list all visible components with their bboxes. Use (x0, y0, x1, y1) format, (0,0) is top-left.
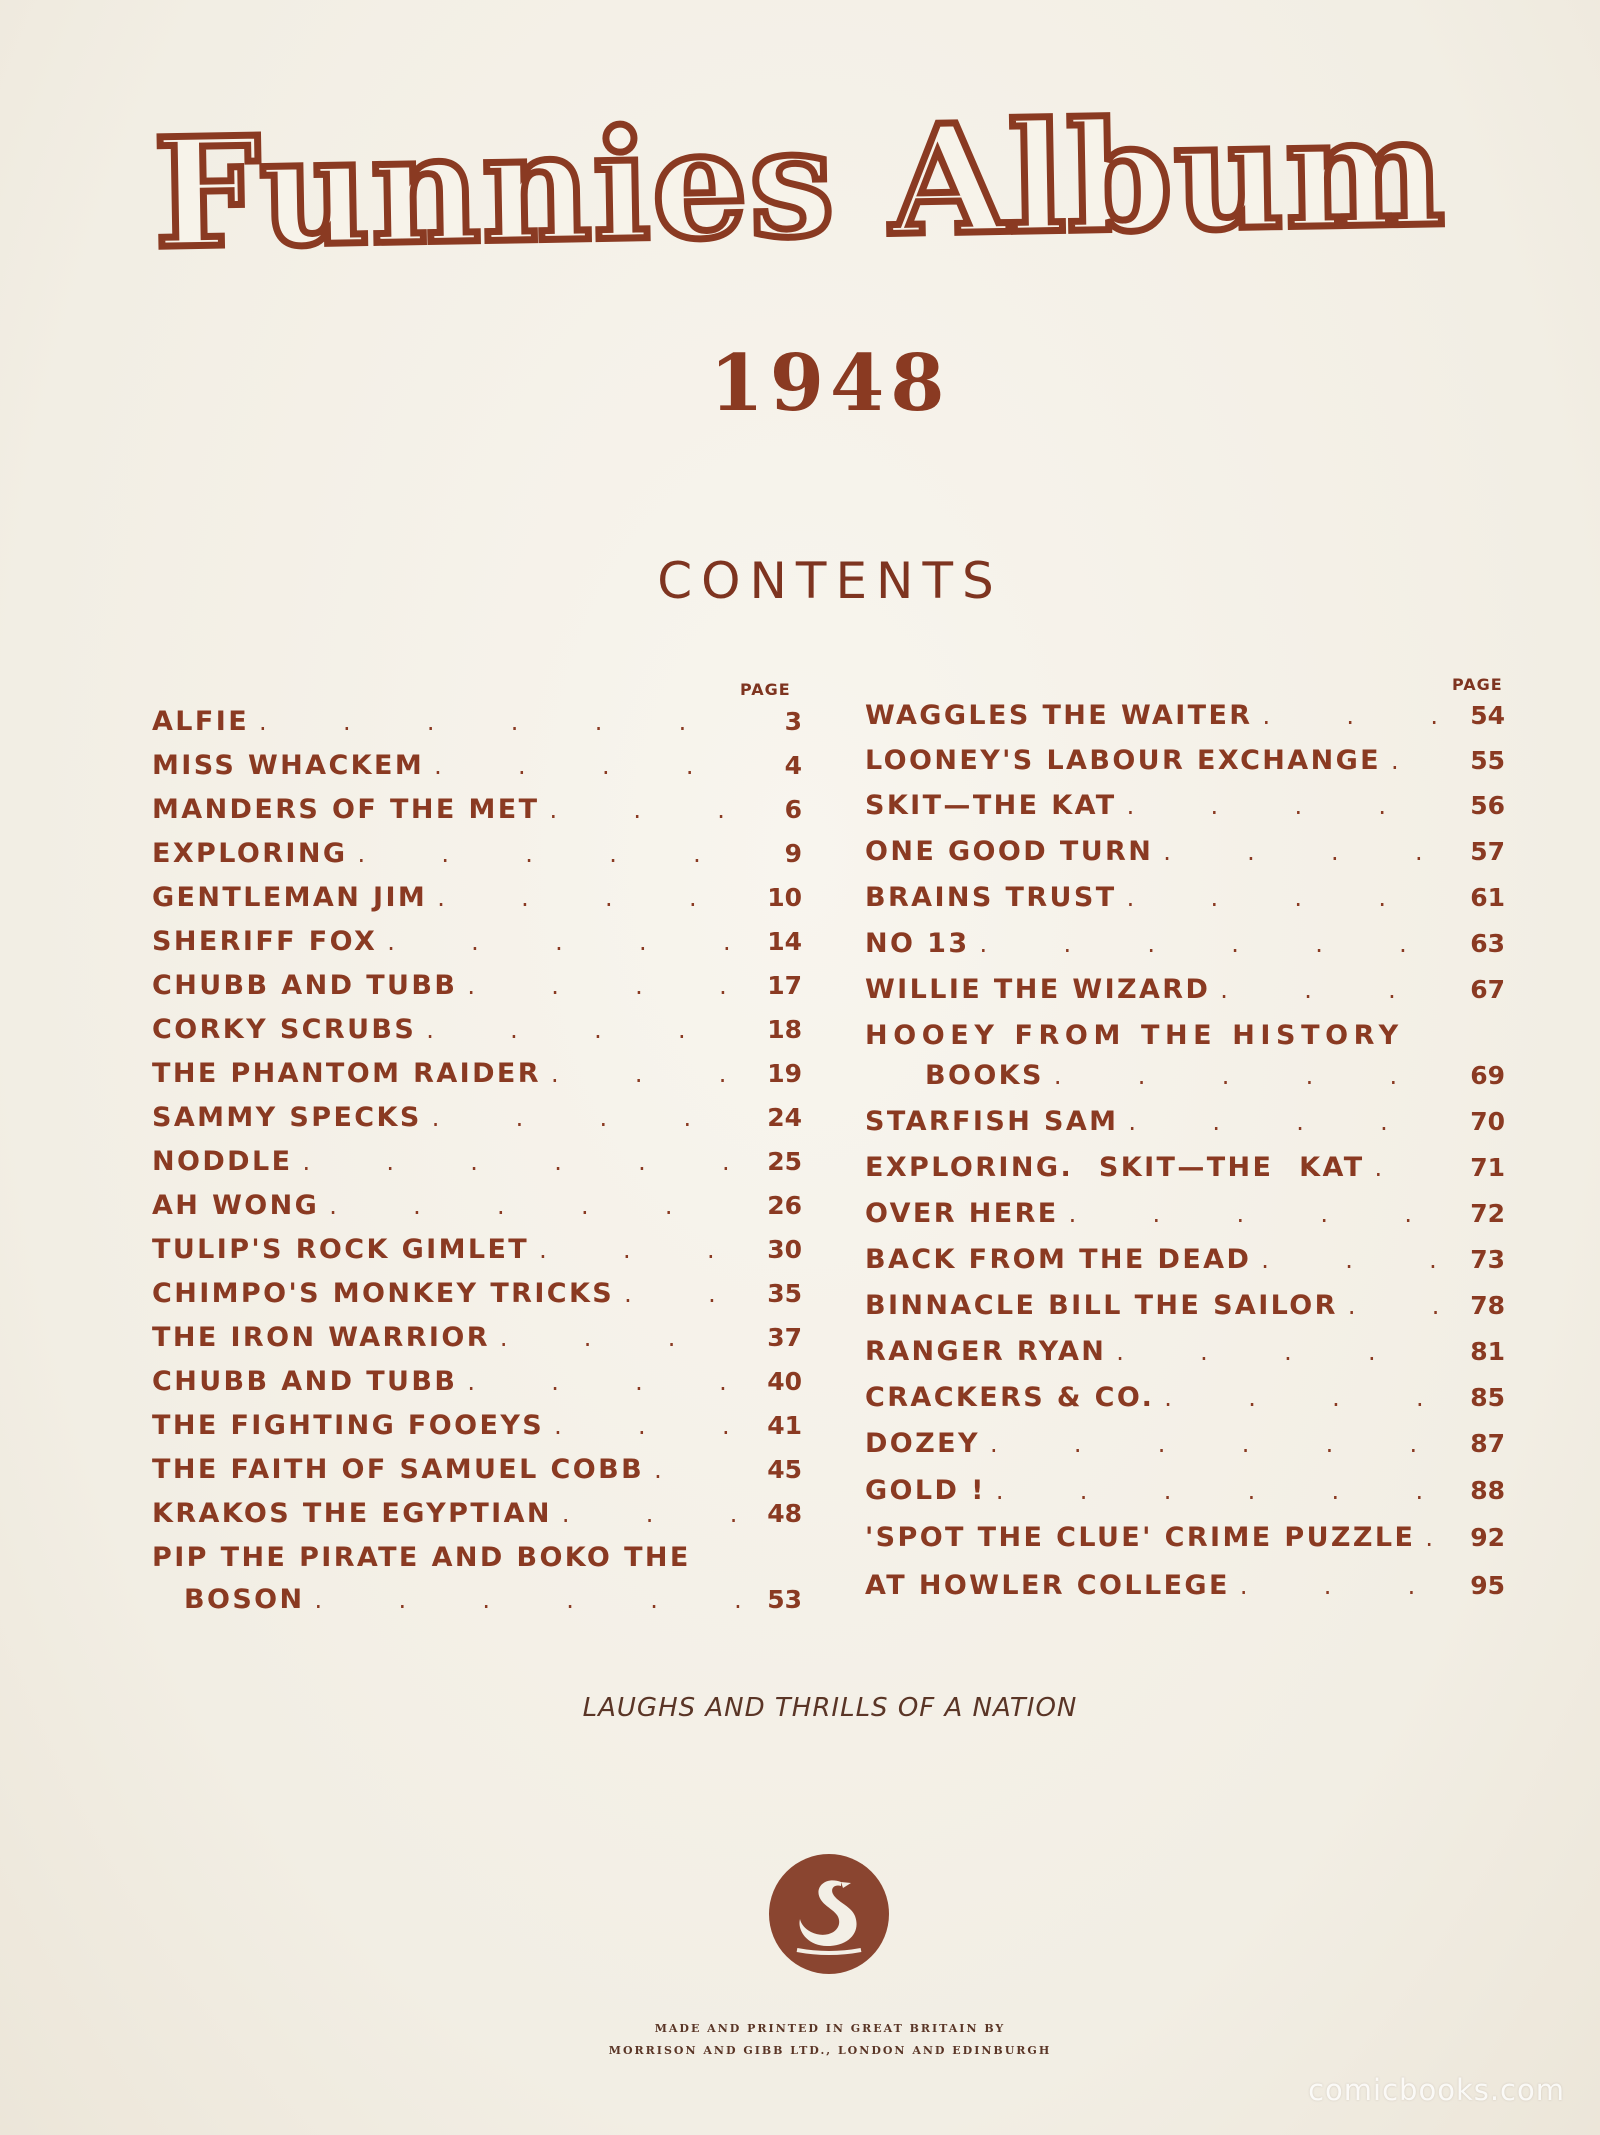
toc-entry-page: 40 (767, 1367, 802, 1396)
toc-entry-title: AT HOWLER COLLEGE (865, 1570, 1230, 1601)
toc-entry (865, 1570, 1505, 1610)
toc-entry-title: BRAINS TRUST (865, 882, 1117, 913)
toc-entry-title: SAMMY SPECKS (152, 1102, 422, 1133)
tagline: LAUGHS AND THRILLS OF A NATION (582, 1693, 1078, 1723)
toc-entry-title: ONE GOOD TURN (865, 836, 1154, 867)
toc-entry-page: 85 (1470, 1383, 1505, 1412)
toc-entry-title: ALFIE (152, 706, 250, 737)
toc-entry (152, 794, 802, 834)
swan-icon (767, 1852, 891, 1976)
toc-entry-title: NODDLE (152, 1146, 293, 1177)
toc-entry (152, 1146, 802, 1186)
toc-entry-page: 48 (767, 1499, 802, 1528)
toc-entry-page: 81 (1470, 1337, 1505, 1366)
toc-entry (865, 790, 1505, 830)
toc-entry-title: DOZEY (865, 1428, 980, 1459)
toc-entry (152, 1102, 802, 1142)
toc-entry (152, 1366, 802, 1406)
toc-entry-title: CRACKERS & CO. (865, 1382, 1155, 1413)
toc-entry-title: THE FIGHTING FOOEYS (152, 1410, 545, 1441)
toc-entry-title: TULIP'S ROCK GIMLET (152, 1234, 530, 1265)
toc-entry (865, 1428, 1505, 1468)
toc-entry-page: 24 (767, 1103, 802, 1132)
toc-entry-title: HOOEY FROM THE HISTORY (865, 1020, 1404, 1051)
toc-entry-title: KRAKOS THE EGYPTIAN (152, 1498, 552, 1529)
toc-entry-title: OVER HERE (865, 1198, 1059, 1229)
album-title: Funnies Album (152, 83, 1448, 283)
toc-entry-title: CHUBB AND TUBB (152, 1366, 458, 1397)
toc-entry-title: LOONEY'S LABOUR EXCHANGE (865, 745, 1382, 776)
toc-entry-title: PIP THE PIRATE AND BOKO THE (152, 1542, 691, 1573)
toc-entry-title: BOSON (184, 1584, 305, 1615)
toc-entry-title: BINNACLE BILL THE SAILOR (865, 1290, 1338, 1321)
toc-entry-page: 78 (1470, 1291, 1505, 1320)
toc-entry (152, 1014, 802, 1054)
toc-entry-page: 45 (767, 1455, 802, 1484)
toc-entry-title: WILLIE THE WIZARD (865, 974, 1211, 1005)
toc-entry (152, 1058, 802, 1098)
toc-entry (865, 745, 1505, 785)
toc-entry-page: 17 (767, 971, 802, 1000)
toc-entry-page: 57 (1470, 837, 1505, 866)
toc-entry-title: THE PHANTOM RAIDER (152, 1058, 541, 1089)
toc-entry (152, 926, 802, 966)
toc-entry (865, 700, 1505, 740)
toc-entry (152, 1498, 802, 1538)
toc-entry-title: 'SPOT THE CLUE' CRIME PUZZLE (865, 1522, 1416, 1553)
toc-entry (152, 706, 802, 746)
toc-entry-page: 92 (1470, 1523, 1505, 1552)
toc-entry-page: 69 (1470, 1061, 1505, 1090)
toc-entry-page: 18 (767, 1015, 802, 1044)
toc-entry-title: GOLD ! (865, 1475, 986, 1506)
toc-entry-title: EXPLORING (152, 838, 348, 869)
toc-entry-page: 14 (767, 927, 802, 956)
toc-entry-page: 25 (767, 1147, 802, 1176)
toc-entry (865, 1106, 1505, 1146)
toc-entry-page: 63 (1470, 929, 1505, 958)
toc-entry (152, 1454, 802, 1494)
toc-entry-page: 71 (1470, 1153, 1505, 1182)
toc-entry-title: BACK FROM THE DEAD (865, 1244, 1252, 1275)
toc-entry (152, 1234, 802, 1274)
toc-entry (865, 1382, 1505, 1422)
toc-entry (865, 1475, 1505, 1515)
toc-entry-title: THE FAITH OF SAMUEL COBB (152, 1454, 645, 1485)
toc-entry-page: 61 (1470, 883, 1505, 912)
toc-entry-title: RANGER RYAN (865, 1336, 1107, 1367)
toc-entry-page: 56 (1470, 791, 1505, 820)
toc-entry (152, 1542, 802, 1582)
toc-entry-page: 87 (1470, 1429, 1505, 1458)
toc-entry (865, 1290, 1505, 1330)
toc-entry-title: MISS WHACKEM (152, 750, 425, 781)
toc-entry (865, 974, 1505, 1014)
toc-entry-title: WAGGLES THE WAITER (865, 700, 1253, 731)
toc-entry-page: 9 (784, 839, 802, 868)
toc-entry-title: AH WONG (152, 1190, 320, 1221)
toc-entry (865, 1336, 1505, 1376)
toc-entry-title: THE IRON WARRIOR (152, 1322, 490, 1353)
toc-entry (865, 1152, 1505, 1192)
toc-entry (865, 928, 1505, 968)
toc-entry-page: 55 (1470, 746, 1505, 775)
toc-entry-page: 73 (1470, 1245, 1505, 1274)
toc-entry-title: CHUBB AND TUBB (152, 970, 458, 1001)
toc-entry (865, 1020, 1505, 1060)
toc-entry-title: GENTLEMAN JIM (152, 882, 428, 913)
toc-entry-page: 41 (767, 1411, 802, 1440)
toc-entry-page: 72 (1470, 1199, 1505, 1228)
toc-entry (865, 1244, 1505, 1284)
toc-entry-page: 10 (767, 883, 802, 912)
toc-entry (865, 1060, 1505, 1100)
toc-entry-title: STARFISH SAM (865, 1106, 1119, 1137)
toc-entry-page: 54 (1470, 701, 1505, 730)
toc-entry-page: 35 (767, 1279, 802, 1308)
toc-entry-page: 95 (1470, 1571, 1505, 1600)
toc-entry-page: 67 (1470, 975, 1505, 1004)
toc-entry-page: 70 (1470, 1107, 1505, 1136)
page-column-label-left: PAGE (740, 680, 791, 699)
toc-entry-page: 30 (767, 1235, 802, 1264)
toc-entry-title: SHERIFF FOX (152, 926, 378, 957)
contents-heading: CONTENTS (657, 552, 1003, 610)
toc-entry-title: CORKY SCRUBS (152, 1014, 417, 1045)
toc-entry (152, 882, 802, 922)
toc-entry (152, 1278, 802, 1318)
album-year: 1948 (709, 338, 951, 429)
toc-entry-title: CHIMPO'S MONKEY TRICKS (152, 1278, 615, 1309)
toc-entry (865, 882, 1505, 922)
toc-entry-page: 26 (767, 1191, 802, 1220)
toc-entry-page: 37 (767, 1323, 802, 1352)
toc-entry (152, 1322, 802, 1362)
toc-entry-page: 88 (1470, 1476, 1505, 1505)
toc-entry-page: 19 (767, 1059, 802, 1088)
toc-entry (865, 1522, 1505, 1562)
toc-entry-title: MANDERS OF THE MET (152, 794, 540, 825)
toc-entry (152, 750, 802, 790)
toc-entry (865, 836, 1505, 876)
toc-entry (152, 1584, 802, 1624)
page-column-label-right: PAGE (1452, 675, 1503, 694)
toc-entry-title: SKIT—THE KAT (865, 790, 1117, 821)
imprint-line-2: MORRISON AND GIBB LTD., LONDON AND EDINBURGH (608, 2044, 1052, 2057)
watermark: comicbooks.com (1308, 2073, 1565, 2107)
imprint-line-1: MADE AND PRINTED IN GREAT BRITAIN BY (654, 2022, 1006, 2035)
toc-entry-page: 3 (784, 707, 802, 736)
toc-entry-title: BOOKS (925, 1060, 1044, 1091)
toc-entry (865, 1198, 1505, 1238)
toc-entry-title: NO 13 (865, 928, 970, 959)
toc-entry-page: 53 (767, 1585, 802, 1614)
toc-entry (152, 1190, 802, 1230)
toc-entry (152, 1410, 802, 1450)
toc-entry (152, 970, 802, 1010)
toc-entry (152, 838, 802, 878)
toc-entry-title: EXPLORING. SKIT—THE KAT (865, 1152, 1365, 1183)
toc-entry-page: 6 (784, 795, 802, 824)
toc-entry-page: 4 (784, 751, 802, 780)
